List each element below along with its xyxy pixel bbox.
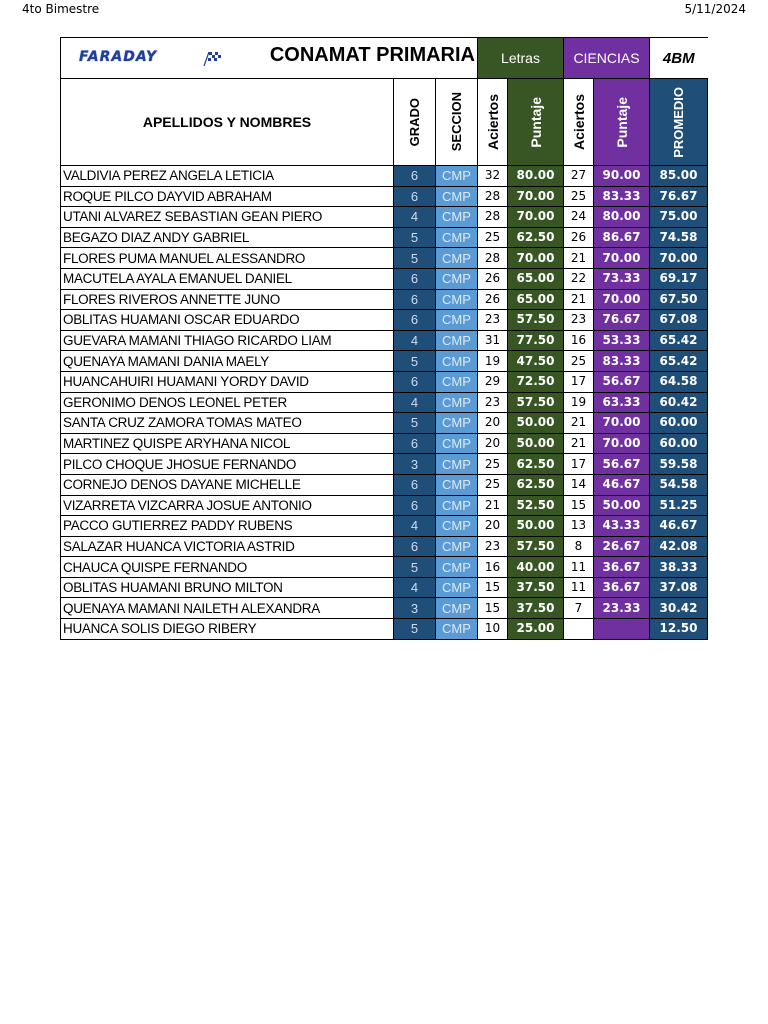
aciertos-letras-cell: 28: [478, 248, 508, 269]
aciertos-ciencias-cell: 21: [564, 248, 594, 269]
puntaje-letras-cell: 50.00: [508, 433, 564, 454]
aciertos-letras-cell: 20: [478, 433, 508, 454]
seccion-cell: CMP: [436, 577, 478, 598]
grado-cell: 3: [394, 598, 436, 619]
seccion-cell: CMP: [436, 474, 478, 495]
grado-cell: 6: [394, 268, 436, 289]
promedio-cell: 46.67: [650, 516, 708, 537]
table-row: [61, 330, 708, 351]
aciertos-ciencias-cell: 7: [564, 598, 594, 619]
aciertos-ciencias-cell: 13: [564, 516, 594, 537]
puntaje-letras-cell: 25.00: [508, 619, 564, 640]
promedio-cell: 38.33: [650, 557, 708, 578]
grado-cell: 5: [394, 557, 436, 578]
table-row: [61, 207, 708, 228]
puntaje-letras-cell: 37.50: [508, 577, 564, 598]
column-header-row: [61, 79, 708, 166]
aciertos-ciencias-cell: 25: [564, 186, 594, 207]
aciertos-letras-cell: 15: [478, 598, 508, 619]
title-row: [61, 38, 708, 79]
seccion-column-header: SECCION: [436, 79, 478, 166]
student-name: MACUTELA AYALA EMANUEL DANIEL: [61, 268, 394, 289]
student-name: GUEVARA MAMANI THIAGO RICARDO LIAM: [61, 330, 394, 351]
aciertos-ciencias-header: Aciertos: [564, 79, 594, 166]
puntaje-ciencias-cell: [594, 619, 650, 640]
seccion-cell: CMP: [436, 516, 478, 537]
aciertos-letras-cell: 20: [478, 516, 508, 537]
checkered-flag-icon: [201, 51, 223, 67]
aciertos-ciencias-cell: 27: [564, 166, 594, 187]
puntaje-letras-cell: 77.50: [508, 330, 564, 351]
student-name: SANTA CRUZ ZAMORA TOMAS MATEO: [61, 413, 394, 434]
promedio-cell: 67.08: [650, 310, 708, 331]
student-name: PACCO GUTIERREZ PADDY RUBENS: [61, 516, 394, 537]
page-header: [22, 2, 746, 20]
seccion-cell: CMP: [436, 289, 478, 310]
puntaje-letras-cell: 52.50: [508, 495, 564, 516]
student-name: PILCO CHOQUE JHOSUE FERNANDO: [61, 454, 394, 475]
aciertos-letras-cell: 23: [478, 536, 508, 557]
student-name: MARTINEZ QUISPE ARYHANA NICOL: [61, 433, 394, 454]
student-name: CORNEJO DENOS DAYANE MICHELLE: [61, 474, 394, 495]
seccion-cell: CMP: [436, 207, 478, 228]
puntaje-ciencias-cell: 63.33: [594, 392, 650, 413]
grado-cell: 6: [394, 433, 436, 454]
table-row: [61, 413, 708, 434]
seccion-cell: CMP: [436, 536, 478, 557]
aciertos-letras-cell: 26: [478, 289, 508, 310]
table-row: [61, 454, 708, 475]
puntaje-letras-cell: 57.50: [508, 536, 564, 557]
student-name: QUENAYA MAMANI NAILETH ALEXANDRA: [61, 598, 394, 619]
student-name: ROQUE PILCO DAYVID ABRAHAM: [61, 186, 394, 207]
student-name: VIZARRETA VIZCARRA JOSUE ANTONIO: [61, 495, 394, 516]
student-name: HUANCAHUIRI HUAMANI YORDY DAVID: [61, 371, 394, 392]
table-row: [61, 619, 708, 640]
table-row: [61, 577, 708, 598]
promedio-cell: 60.00: [650, 413, 708, 434]
seccion-cell: CMP: [436, 619, 478, 640]
puntaje-ciencias-cell: 76.67: [594, 310, 650, 331]
puntaje-ciencias-cell: 46.67: [594, 474, 650, 495]
student-name: FLORES RIVEROS ANNETTE JUNO: [61, 289, 394, 310]
puntaje-ciencias-cell: 36.67: [594, 577, 650, 598]
puntaje-ciencias-header: Puntaje: [594, 79, 650, 166]
table-row: [61, 495, 708, 516]
seccion-cell: CMP: [436, 268, 478, 289]
grado-cell: 5: [394, 227, 436, 248]
grado-cell: 4: [394, 516, 436, 537]
grado-cell: 6: [394, 536, 436, 557]
aciertos-ciencias-cell: 24: [564, 207, 594, 228]
table-row: [61, 268, 708, 289]
puntaje-ciencias-cell: 70.00: [594, 248, 650, 269]
table-row: [61, 557, 708, 578]
promedio-cell: 70.00: [650, 248, 708, 269]
grado-cell: 6: [394, 474, 436, 495]
seccion-cell: CMP: [436, 248, 478, 269]
grado-cell: 6: [394, 186, 436, 207]
puntaje-letras-cell: 47.50: [508, 351, 564, 372]
grado-cell: 4: [394, 392, 436, 413]
student-name: HUANCA SOLIS DIEGO RIBERY: [61, 619, 394, 640]
student-name: GERONIMO DENOS LEONEL PETER: [61, 392, 394, 413]
table-row: [61, 351, 708, 372]
promedio-cell: 12.50: [650, 619, 708, 640]
puntaje-letras-cell: 50.00: [508, 516, 564, 537]
grado-cell: 6: [394, 495, 436, 516]
student-name: FLORES PUMA MANUEL ALESSANDRO: [61, 248, 394, 269]
student-name: VALDIVIA PEREZ ANGELA LETICIA: [61, 166, 394, 187]
grado-cell: 6: [394, 371, 436, 392]
table-row: [61, 248, 708, 269]
aciertos-ciencias-cell: 25: [564, 351, 594, 372]
aciertos-ciencias-cell: 14: [564, 474, 594, 495]
grado-cell: 6: [394, 289, 436, 310]
level-header: 4BM: [650, 38, 708, 79]
table-row: [61, 166, 708, 187]
promedio-cell: 65.42: [650, 351, 708, 372]
student-name: UTANI ALVAREZ SEBASTIAN GEAN PIERO: [61, 207, 394, 228]
results-table: [60, 37, 708, 640]
student-name: SALAZAR HUANCA VICTORIA ASTRID: [61, 536, 394, 557]
puntaje-ciencias-cell: 70.00: [594, 413, 650, 434]
aciertos-letras-cell: 28: [478, 207, 508, 228]
promedio-cell: 51.25: [650, 495, 708, 516]
aciertos-ciencias-cell: 21: [564, 289, 594, 310]
seccion-cell: CMP: [436, 351, 478, 372]
aciertos-letras-cell: 31: [478, 330, 508, 351]
puntaje-letras-cell: 65.00: [508, 289, 564, 310]
seccion-cell: CMP: [436, 371, 478, 392]
seccion-cell: CMP: [436, 227, 478, 248]
student-name: CHAUCA QUISPE FERNANDO: [61, 557, 394, 578]
aciertos-ciencias-cell: 16: [564, 330, 594, 351]
date-label: 5/11/2024: [684, 2, 746, 16]
grado-cell: 4: [394, 577, 436, 598]
promedio-cell: 65.42: [650, 330, 708, 351]
promedio-column-header: PROMEDIO: [650, 79, 708, 166]
puntaje-ciencias-cell: 70.00: [594, 433, 650, 454]
seccion-cell: CMP: [436, 330, 478, 351]
puntaje-ciencias-cell: 73.33: [594, 268, 650, 289]
aciertos-ciencias-cell: 8: [564, 536, 594, 557]
grado-cell: 5: [394, 619, 436, 640]
table-row: [61, 227, 708, 248]
table-row: [61, 433, 708, 454]
student-name: QUENAYA MAMANI DANIA MAELY: [61, 351, 394, 372]
aciertos-ciencias-cell: 21: [564, 413, 594, 434]
table-row: [61, 186, 708, 207]
promedio-cell: 69.17: [650, 268, 708, 289]
grado-cell: 3: [394, 454, 436, 475]
puntaje-ciencias-cell: 70.00: [594, 289, 650, 310]
puntaje-ciencias-cell: 23.33: [594, 598, 650, 619]
puntaje-letras-cell: 70.00: [508, 248, 564, 269]
student-name: OBLITAS HUAMANI BRUNO MILTON: [61, 577, 394, 598]
aciertos-letras-cell: 25: [478, 227, 508, 248]
table-row: [61, 289, 708, 310]
aciertos-ciencias-cell: 17: [564, 371, 594, 392]
aciertos-letras-cell: 20: [478, 413, 508, 434]
puntaje-ciencias-cell: 36.67: [594, 557, 650, 578]
aciertos-letras-cell: 23: [478, 392, 508, 413]
seccion-cell: CMP: [436, 598, 478, 619]
aciertos-ciencias-cell: 23: [564, 310, 594, 331]
puntaje-ciencias-cell: 83.33: [594, 351, 650, 372]
puntaje-ciencias-cell: 53.33: [594, 330, 650, 351]
aciertos-letras-header: Aciertos: [478, 79, 508, 166]
letras-header: Letras: [478, 38, 564, 79]
seccion-cell: CMP: [436, 495, 478, 516]
puntaje-letras-cell: 37.50: [508, 598, 564, 619]
puntaje-letras-cell: 62.50: [508, 454, 564, 475]
puntaje-ciencias-cell: 86.67: [594, 227, 650, 248]
aciertos-letras-cell: 28: [478, 186, 508, 207]
promedio-cell: 75.00: [650, 207, 708, 228]
aciertos-letras-cell: 23: [478, 310, 508, 331]
promedio-cell: 76.67: [650, 186, 708, 207]
table-row: [61, 371, 708, 392]
title-cell: [61, 38, 478, 79]
puntaje-letras-cell: 62.50: [508, 227, 564, 248]
puntaje-letras-cell: 72.50: [508, 371, 564, 392]
aciertos-ciencias-cell: 21: [564, 433, 594, 454]
promedio-cell: 60.00: [650, 433, 708, 454]
promedio-cell: 64.58: [650, 371, 708, 392]
table-row: [61, 598, 708, 619]
puntaje-ciencias-cell: 80.00: [594, 207, 650, 228]
promedio-cell: 37.08: [650, 577, 708, 598]
promedio-cell: 30.42: [650, 598, 708, 619]
name-column-header: APELLIDOS Y NOMBRES: [61, 79, 394, 166]
puntaje-letras-cell: 70.00: [508, 207, 564, 228]
promedio-cell: 85.00: [650, 166, 708, 187]
puntaje-letras-cell: 57.50: [508, 392, 564, 413]
puntaje-ciencias-cell: 50.00: [594, 495, 650, 516]
aciertos-ciencias-cell: 11: [564, 557, 594, 578]
seccion-cell: CMP: [436, 186, 478, 207]
puntaje-ciencias-cell: 26.67: [594, 536, 650, 557]
puntaje-ciencias-cell: 56.67: [594, 454, 650, 475]
aciertos-letras-cell: 32: [478, 166, 508, 187]
ciencias-header: CIENCIAS: [564, 38, 650, 79]
puntaje-ciencias-cell: 56.67: [594, 371, 650, 392]
puntaje-ciencias-cell: 90.00: [594, 166, 650, 187]
promedio-cell: 60.42: [650, 392, 708, 413]
grado-cell: 5: [394, 413, 436, 434]
brand-logo: FARADAY: [79, 49, 158, 65]
aciertos-letras-cell: 21: [478, 495, 508, 516]
puntaje-ciencias-cell: 83.33: [594, 186, 650, 207]
seccion-cell: CMP: [436, 310, 478, 331]
aciertos-letras-cell: 16: [478, 557, 508, 578]
seccion-cell: CMP: [436, 166, 478, 187]
grado-column-header: GRADO: [394, 79, 436, 166]
aciertos-letras-cell: 25: [478, 474, 508, 495]
promedio-cell: 67.50: [650, 289, 708, 310]
aciertos-ciencias-cell: 15: [564, 495, 594, 516]
table-row: [61, 310, 708, 331]
puntaje-letras-cell: 65.00: [508, 268, 564, 289]
school-title: CONAMAT PRIMARIA: [269, 44, 475, 66]
seccion-cell: CMP: [436, 433, 478, 454]
bimester-label: 4to Bimestre: [22, 2, 100, 16]
aciertos-letras-cell: 29: [478, 371, 508, 392]
seccion-cell: CMP: [436, 557, 478, 578]
aciertos-letras-cell: 15: [478, 577, 508, 598]
promedio-cell: 42.08: [650, 536, 708, 557]
promedio-cell: 59.58: [650, 454, 708, 475]
puntaje-letras-cell: 40.00: [508, 557, 564, 578]
student-name: BEGAZO DIAZ ANDY GABRIEL: [61, 227, 394, 248]
seccion-cell: CMP: [436, 392, 478, 413]
aciertos-letras-cell: 26: [478, 268, 508, 289]
seccion-cell: CMP: [436, 413, 478, 434]
grado-cell: 6: [394, 166, 436, 187]
table-row: [61, 474, 708, 495]
puntaje-letras-cell: 50.00: [508, 413, 564, 434]
student-name: OBLITAS HUAMANI OSCAR EDUARDO: [61, 310, 394, 331]
aciertos-letras-cell: 10: [478, 619, 508, 640]
puntaje-ciencias-cell: 43.33: [594, 516, 650, 537]
aciertos-ciencias-cell: 11: [564, 577, 594, 598]
aciertos-ciencias-cell: 19: [564, 392, 594, 413]
puntaje-letras-cell: 80.00: [508, 166, 564, 187]
grado-cell: 4: [394, 330, 436, 351]
aciertos-ciencias-cell: 17: [564, 454, 594, 475]
seccion-cell: CMP: [436, 454, 478, 475]
table-row: [61, 392, 708, 413]
aciertos-ciencias-cell: 26: [564, 227, 594, 248]
aciertos-ciencias-cell: [564, 619, 594, 640]
grado-cell: 5: [394, 248, 436, 269]
table-row: [61, 536, 708, 557]
puntaje-letras-cell: 70.00: [508, 186, 564, 207]
promedio-cell: 54.58: [650, 474, 708, 495]
aciertos-letras-cell: 19: [478, 351, 508, 372]
aciertos-letras-cell: 25: [478, 454, 508, 475]
promedio-cell: 74.58: [650, 227, 708, 248]
grado-cell: 6: [394, 310, 436, 331]
puntaje-letras-cell: 62.50: [508, 474, 564, 495]
puntaje-letras-cell: 57.50: [508, 310, 564, 331]
grado-cell: 5: [394, 351, 436, 372]
aciertos-ciencias-cell: 22: [564, 268, 594, 289]
puntaje-letras-header: Puntaje: [508, 79, 564, 166]
grado-cell: 4: [394, 207, 436, 228]
table-row: [61, 516, 708, 537]
